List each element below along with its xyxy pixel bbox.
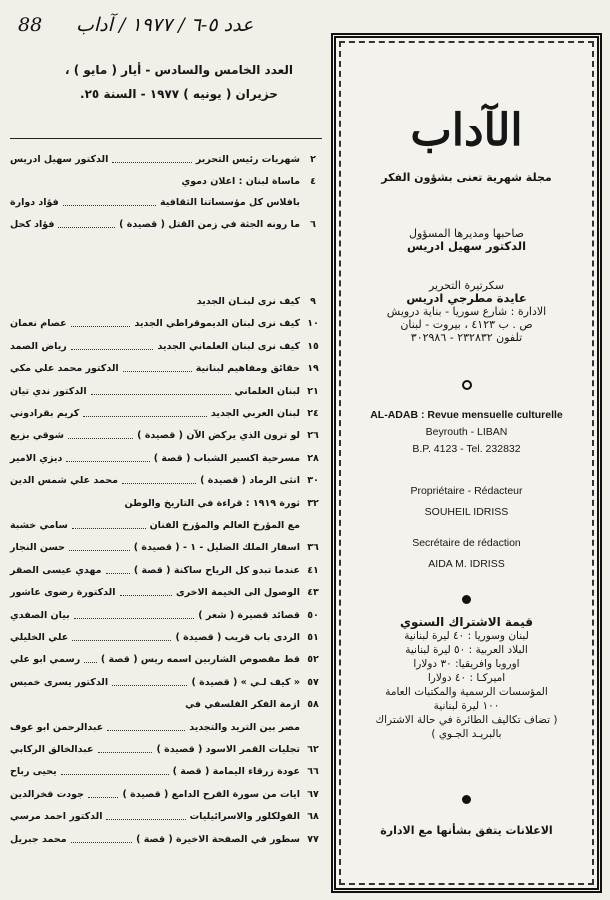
- toc-leader-dots: [63, 205, 156, 206]
- toc-row: [4, 561, 322, 581]
- secretary-name: عايدة مطرجي ادريس: [406, 291, 527, 305]
- toc-page-number: ٦: [310, 218, 316, 230]
- address-line-2: ص . ب ٤١٢٣ ، بيروت - لبنان: [400, 318, 533, 331]
- toc-row: [4, 628, 322, 648]
- toc-title: ايات من سورة الفرح الدامع ( قصيدة ): [122, 788, 300, 800]
- toc-leader-dots: [72, 528, 146, 529]
- ring-ornament-wrap: [341, 380, 592, 390]
- fr-owner-label: Propriétaire - Rédacteur: [410, 485, 523, 497]
- toc-page-number: ٣٢: [307, 497, 319, 509]
- subscription-line: ( تضاف تكاليف الطائرة في حالة الاشتراك: [375, 714, 558, 726]
- toc-author: الدكتور احمد مرسي: [10, 811, 103, 823]
- secretary-label: سكرتيرة التحرير: [428, 279, 505, 292]
- toc-leader-dots: [83, 416, 207, 417]
- toc-title: كيف نرى لبنان العلماني الجديد: [157, 340, 300, 352]
- toc-author: الدكتورة رضوى عاشور: [10, 587, 116, 599]
- toc-title: لبنان العربي الجديد: [210, 408, 300, 419]
- toc-author: سامي خشبة: [10, 520, 68, 531]
- toc-page-number: ٧٧: [307, 833, 319, 845]
- toc-title: شهريات رئيس التحرير: [195, 154, 300, 165]
- toc-leader-dots: [72, 640, 171, 641]
- bullet-ornament-icon: [462, 595, 471, 604]
- toc-row: [4, 337, 322, 357]
- phone-line: تلفون ٢٣٢٨٣٢ - ٣٠٢٩٨٦: [410, 331, 523, 344]
- handwritten-text: عدد ٥-٦ / ١٩٧٧ / آداب: [76, 14, 254, 36]
- toc-page-number: ٤: [310, 175, 316, 187]
- toc-title: ما رونه الجثة في زمن القتل ( قصيدة ): [119, 218, 300, 230]
- toc-title: كيف نرى لبنـان الجديد: [196, 296, 300, 307]
- toc-title: مع المؤرخ العالم والمؤرخ الفنان: [149, 520, 300, 531]
- toc-title: الفولكلور والاسرائيليات: [189, 811, 300, 823]
- toc-row: [4, 215, 322, 235]
- ads-note: الاعلانات يتفق بشأنها مع الادارة: [380, 824, 553, 837]
- toc-leader-dots: [71, 349, 153, 350]
- ring-ornament-icon: [462, 380, 472, 390]
- toc-author: حسن النجار: [10, 542, 65, 554]
- subscription-line: ١٠٠ ليرة لبنانية: [433, 700, 500, 712]
- toc-row: [4, 673, 322, 693]
- toc-title: كيف نرى لبنان الديموقراطي الجديد: [134, 318, 300, 330]
- toc-row: [4, 785, 322, 805]
- subscription-line: بالبريـد الجـوي ): [431, 728, 502, 740]
- toc-page-number: ٣٠: [307, 475, 319, 487]
- toc-page-number: ٥٨: [307, 699, 319, 711]
- toc-title: عودة زرقاء اليمامة ( قصة ): [172, 766, 300, 778]
- toc-page-number: ١٥: [307, 340, 319, 352]
- magazine-logo: الآداب: [410, 105, 523, 156]
- toc-row: [4, 314, 322, 334]
- toc-top: [4, 150, 322, 250]
- toc-row: [4, 359, 322, 379]
- toc-row: [4, 172, 322, 192]
- toc-leader-dots: [98, 752, 152, 753]
- toc-page-number: ٤٣: [307, 587, 319, 599]
- toc-author: علي الخليلي: [10, 632, 69, 643]
- subscription-line: لبنان وسوريا : ٤٠ ليرة لبنانية: [404, 630, 529, 642]
- toc-leader-dots: [71, 842, 132, 843]
- toc-row: [4, 695, 322, 715]
- toc-page-number: ٦٢: [307, 744, 319, 755]
- fr-owner-name: SOUHEIL IDRISS: [424, 506, 509, 518]
- toc-leader-dots: [106, 819, 186, 820]
- toc-author: الدكتور يسرى خميس: [10, 676, 109, 688]
- toc-page-number: ٢: [310, 154, 316, 165]
- toc-page-number: ٥٠: [307, 609, 319, 621]
- toc-author: بيان الصفدي: [10, 609, 70, 621]
- toc-author: جودت فخرالدين: [10, 788, 84, 800]
- toc-row: [4, 449, 322, 469]
- toc-author: عبدالرحمن ابو عوف: [10, 721, 104, 733]
- toc-row: [4, 538, 322, 558]
- magazine-subtitle: مجلة شهرية تعنى بشؤون الفكر: [381, 171, 552, 184]
- dot-ornament-wrap-1: [341, 595, 592, 604]
- toc-author: الدكتور ندي تيان: [10, 385, 87, 397]
- toc-page-number: ٣٦: [307, 542, 319, 554]
- subscription-line: البلاد العربية : ٥٠ ليرة لبنانية: [405, 644, 528, 656]
- toc-leader-dots: [66, 461, 150, 462]
- address-line-1: الادارة : شارع سوريا - بناية درويش: [386, 305, 547, 318]
- toc-page-number: ١٩: [307, 363, 319, 375]
- toc-row: [4, 292, 322, 312]
- toc-author: الدكتور سهيل ادريس: [10, 154, 109, 165]
- toc-leader-dots: [68, 438, 133, 439]
- toc-leader-dots: [69, 550, 130, 551]
- subscription-block: [341, 615, 592, 741]
- toc-author: فؤاد دوارة: [10, 197, 59, 208]
- dot-ornament-wrap-2: [341, 795, 592, 804]
- toc-author: يحيى رباح: [10, 766, 57, 778]
- subscription-line: اميركـا : ٤٠ دولارا: [427, 672, 506, 684]
- toc-page-number: ١٠: [307, 318, 319, 330]
- fr-line-3: B.P. 4123 - Tel. 232832: [412, 443, 521, 455]
- toc-row: [4, 516, 322, 536]
- toc-title: مصر بين التريد والتجديد: [189, 721, 300, 733]
- owner-block: [341, 227, 592, 253]
- toc-page-number: ٥١: [307, 632, 319, 643]
- toc-page-number: ٦٧: [307, 788, 319, 800]
- toc-author: رياض الصمد: [10, 340, 67, 352]
- fr-line-1: AL-ADAB : Revue mensuelle culturelle: [370, 409, 563, 421]
- toc-leader-dots: [71, 326, 130, 327]
- toc-leader-dots: [88, 797, 118, 798]
- owner-name: الدكتور سهيل ادريس: [406, 239, 527, 253]
- toc-title: مسرحية اكسير الشباب ( قصة ): [153, 452, 300, 464]
- toc-row: [4, 830, 322, 850]
- toc-row: [4, 494, 322, 514]
- toc-leader-dots: [112, 162, 192, 163]
- toc-row: [4, 150, 322, 170]
- toc-row: [4, 807, 322, 827]
- toc-leader-dots: [112, 685, 187, 686]
- toc-page-number: ٥٢: [307, 654, 319, 666]
- toc-row: [4, 193, 322, 213]
- toc-leader-dots: [91, 394, 231, 395]
- secretary-block: [341, 279, 592, 344]
- toc-title: سطور في الصفحة الاخيرة ( قصة ): [136, 833, 300, 845]
- toc-title: قصائد قصيرة ( شعر ): [198, 609, 300, 621]
- toc-main: [4, 292, 322, 892]
- french-owner-block: [341, 483, 592, 573]
- toc-leader-dots: [122, 483, 196, 484]
- toc-page-number: ٥٧: [307, 676, 319, 688]
- toc-row: [4, 404, 322, 424]
- toc-title: انثى الرماد ( قصيدة ): [200, 475, 300, 487]
- handwritten-number: 88: [18, 14, 43, 36]
- toc-author: الدكتور محمد علي مكي: [10, 363, 119, 375]
- issue-line-2: حزيران ( يونيه ) ١٩٧٧ - السنة ٢٥.: [80, 87, 278, 101]
- toc-title: « كيف لـي » ( قصيدة ): [191, 676, 300, 688]
- toc-author: عصام نعمان: [10, 318, 67, 330]
- toc-title: الوصول الى الخيمة الاخرى: [176, 587, 300, 599]
- issue-line-1: العدد الخامس والسادس - أيار ( مايو ) ،: [64, 63, 294, 77]
- toc-page-number: ٦٨: [307, 811, 319, 823]
- toc-leader-dots: [120, 595, 172, 596]
- toc-row: [4, 650, 322, 670]
- toc-title: ازمة الفكر الفلسفي في: [185, 699, 300, 711]
- subscription-lines: [341, 629, 592, 741]
- subscription-line: اوروبا وافريقيا: ٣٠ دولارا: [413, 658, 520, 670]
- toc-row: [4, 426, 322, 446]
- toc-page-number: ٢٤: [307, 408, 319, 419]
- toc-row: [4, 471, 322, 491]
- toc-author: مهدي عيسى الصقر: [10, 564, 102, 576]
- toc-title: لبنان العلماني: [234, 385, 300, 397]
- masthead-panel: [331, 33, 602, 893]
- toc-row: [4, 583, 322, 603]
- toc-title: لو ترون الذي يركض الآن ( قصيدة ): [137, 430, 300, 442]
- toc-title: قط مقصوص الشاربين اسمه ريس ( قصة ): [100, 654, 300, 666]
- toc-title: اسفار الملك الضليل - ١ - ( قصيدة ): [133, 542, 300, 554]
- toc-page-number: ٢١: [307, 385, 319, 397]
- subscription-title: قيمة الاشتراك السنوي: [399, 615, 533, 629]
- toc-author: فؤاد كحل: [10, 218, 55, 230]
- toc-author: ديزي الامير: [10, 452, 63, 464]
- fr-line-2: Beyrouth - LIBAN: [425, 426, 508, 438]
- toc-leader-dots: [106, 573, 130, 574]
- toc-author: كريم بقرادوني: [10, 408, 80, 419]
- toc-row: [4, 762, 322, 782]
- masthead-inner-border: [339, 41, 594, 885]
- toc-leader-dots: [123, 371, 192, 372]
- toc-title: ثورة ١٩١٩ : قراءة في التاريخ والوطن: [124, 497, 300, 509]
- toc-row: [4, 718, 322, 738]
- toc-page-number: ٩: [310, 296, 316, 307]
- owner-label: صاحبها ومديرها المسؤول: [408, 227, 525, 240]
- subscription-line: المؤسسات الرسمية والمكتبات العامة: [385, 686, 548, 698]
- toc-title: تجليات القمر الاسود ( قصيدة ): [156, 744, 300, 755]
- toc-title: ماساة لبنان : اعلان دموي: [181, 175, 300, 187]
- toc-title: الردى باب قريب ( قصيدة ): [175, 632, 300, 643]
- fr-secretary-name: AIDA M. IDRISS: [428, 558, 505, 570]
- toc-author: رسمي ابو علي: [10, 654, 81, 666]
- handwritten-note: [18, 14, 318, 44]
- toc-leader-dots: [74, 618, 194, 619]
- toc-author: محمد علي شمس الدين: [10, 475, 119, 487]
- toc-leader-dots: [61, 774, 169, 775]
- fr-secretary-label: Secrétaire de rédaction: [412, 537, 521, 549]
- divider: [10, 138, 322, 139]
- toc-page-number: ٦٦: [307, 766, 319, 778]
- toc-page-number: ٢٨: [307, 452, 319, 464]
- toc-row: [4, 382, 322, 402]
- toc-title: عندما تبدو كل الرياح ساكنة ( قصة ): [133, 564, 300, 576]
- toc-page-number: ٤١: [307, 564, 319, 576]
- toc-leader-dots: [58, 227, 115, 228]
- toc-leader-dots: [84, 662, 97, 663]
- toc-page-number: ٢٦: [307, 430, 319, 442]
- issue-info: [44, 58, 314, 106]
- bullet-ornament-icon: [462, 795, 471, 804]
- french-block: [341, 407, 592, 458]
- toc-author: عبدالخالق الركابي: [10, 744, 94, 755]
- toc-author: شوقي بزيع: [10, 430, 64, 442]
- toc-leader-dots: [107, 730, 185, 731]
- toc-title: بافلاس كل مؤسساتنا الثقافية: [160, 197, 300, 208]
- toc-row: [4, 606, 322, 626]
- toc-row: [4, 740, 322, 760]
- toc-title: حقائق ومفاهيم لبنانية: [195, 363, 300, 375]
- toc-author: محمد جبريل: [10, 833, 67, 845]
